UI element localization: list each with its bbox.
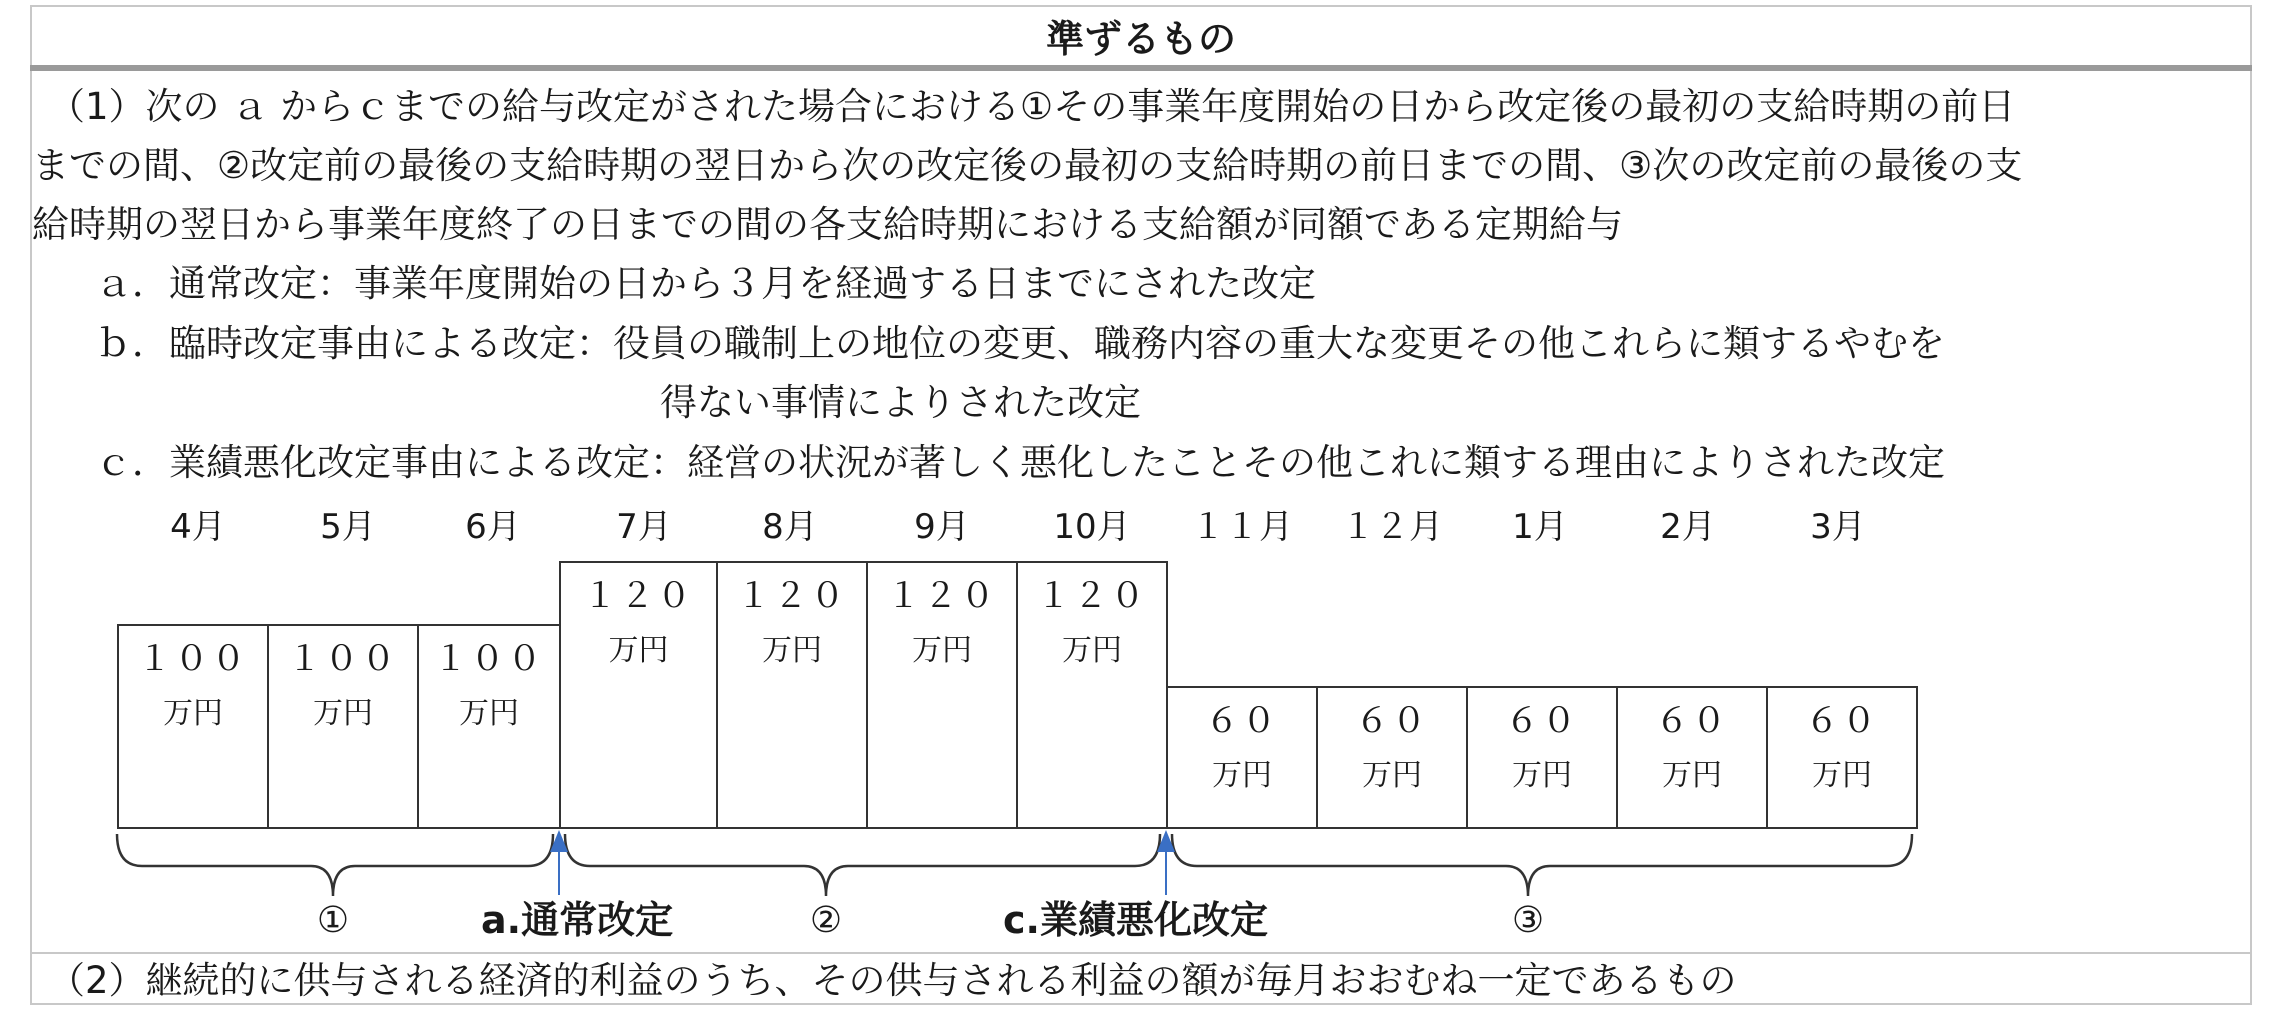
salary-amount: １００ [287, 639, 399, 679]
event-performance-revision: c.業績悪化改定 [1003, 898, 1268, 942]
salary-unit: 万円 [1812, 758, 1872, 793]
month-label: 4月 [170, 507, 226, 547]
month-label: 10月 [1053, 507, 1131, 547]
salary-amount: ６０ [1505, 701, 1579, 741]
month-label: １１月 [1191, 507, 1293, 547]
salary-unit: 万円 [163, 696, 223, 731]
month-label: 5月 [320, 507, 376, 547]
salary-amount: ６０ [1205, 701, 1279, 741]
salary-unit: 万円 [1512, 758, 1572, 793]
salary-amount: ６０ [1355, 701, 1429, 741]
para2-text: （2）継続的に供与される経済的利益のうち、その供与される利益の額が毎月おおむね一定であるもの [48, 959, 1737, 1002]
event-regular-revision: a.通常改定 [481, 898, 674, 942]
salary-unit: 万円 [313, 696, 373, 731]
period-1-label: ① [316, 900, 350, 941]
month-label: 8月 [762, 507, 818, 547]
period-3-brace [1172, 834, 1912, 896]
period-2-brace [565, 834, 1160, 896]
salary-unit: 万円 [762, 633, 822, 668]
item-b-line2: 得ない事情によりされた改定 [660, 381, 1141, 424]
month-label: 3月 [1810, 507, 1866, 547]
salary-unit: 万円 [1662, 758, 1722, 793]
para1-line2: までの間、②改定前の最後の支給時期の翌日から次の改定後の最初の支給時期の前日までの間、③次の改定前の最後の支 [32, 144, 2023, 187]
period-1-brace [117, 834, 553, 896]
month-label: 9月 [914, 507, 970, 547]
salary-amount: １２０ [886, 576, 998, 616]
item-c: ｃ．業績悪化改定事由による改定：経営の状況が著しく悪化したことその他これに類する理由によりされた改定 [95, 441, 1945, 484]
period-2-label: ② [809, 900, 843, 941]
para1-line3: 給時期の翌日から事業年度終了の日までの間の各支給時期における支給額が同額である定期給与 [32, 203, 1623, 246]
month-label: 7月 [616, 507, 672, 547]
salary-amount: １００ [433, 639, 545, 679]
period-3-label: ③ [1511, 900, 1545, 941]
salary-unit: 万円 [1362, 758, 1422, 793]
title-text: 準ずるもの [1045, 16, 1236, 61]
salary-unit: 万円 [1062, 633, 1122, 668]
salary-unit: 万円 [1212, 758, 1272, 793]
salary-amount: ６０ [1655, 701, 1729, 741]
salary-amount: １００ [137, 639, 249, 679]
month-label: 1月 [1512, 507, 1568, 547]
month-label: １２月 [1341, 507, 1443, 547]
para2-row [30, 952, 2252, 1005]
salary-amount: １２０ [1036, 576, 1148, 616]
para1-line1: （1）次の ａ からｃまでの給与改定がされた場合における①その事業年度開始の日から改定後の最初の支給時期の前日 [48, 85, 2016, 128]
salary-unit: 万円 [459, 696, 519, 731]
salary-amount: １２０ [583, 576, 694, 616]
item-b-line1: ｂ．臨時改定事由による改定：役員の職制上の地位の変更、職務内容の重大な変更その他これらに類するやむを [95, 322, 1945, 365]
salary-amount: １２０ [736, 576, 848, 616]
salary-unit: 万円 [608, 633, 669, 668]
month-label: 2月 [1660, 507, 1716, 547]
month-label: 6月 [465, 507, 521, 547]
salary-unit: 万円 [912, 633, 972, 668]
item-a: ａ．通常改定：事業年度開始の日から３月を経過する日までにされた改定 [95, 262, 1316, 305]
salary-amount: ６０ [1805, 701, 1879, 741]
